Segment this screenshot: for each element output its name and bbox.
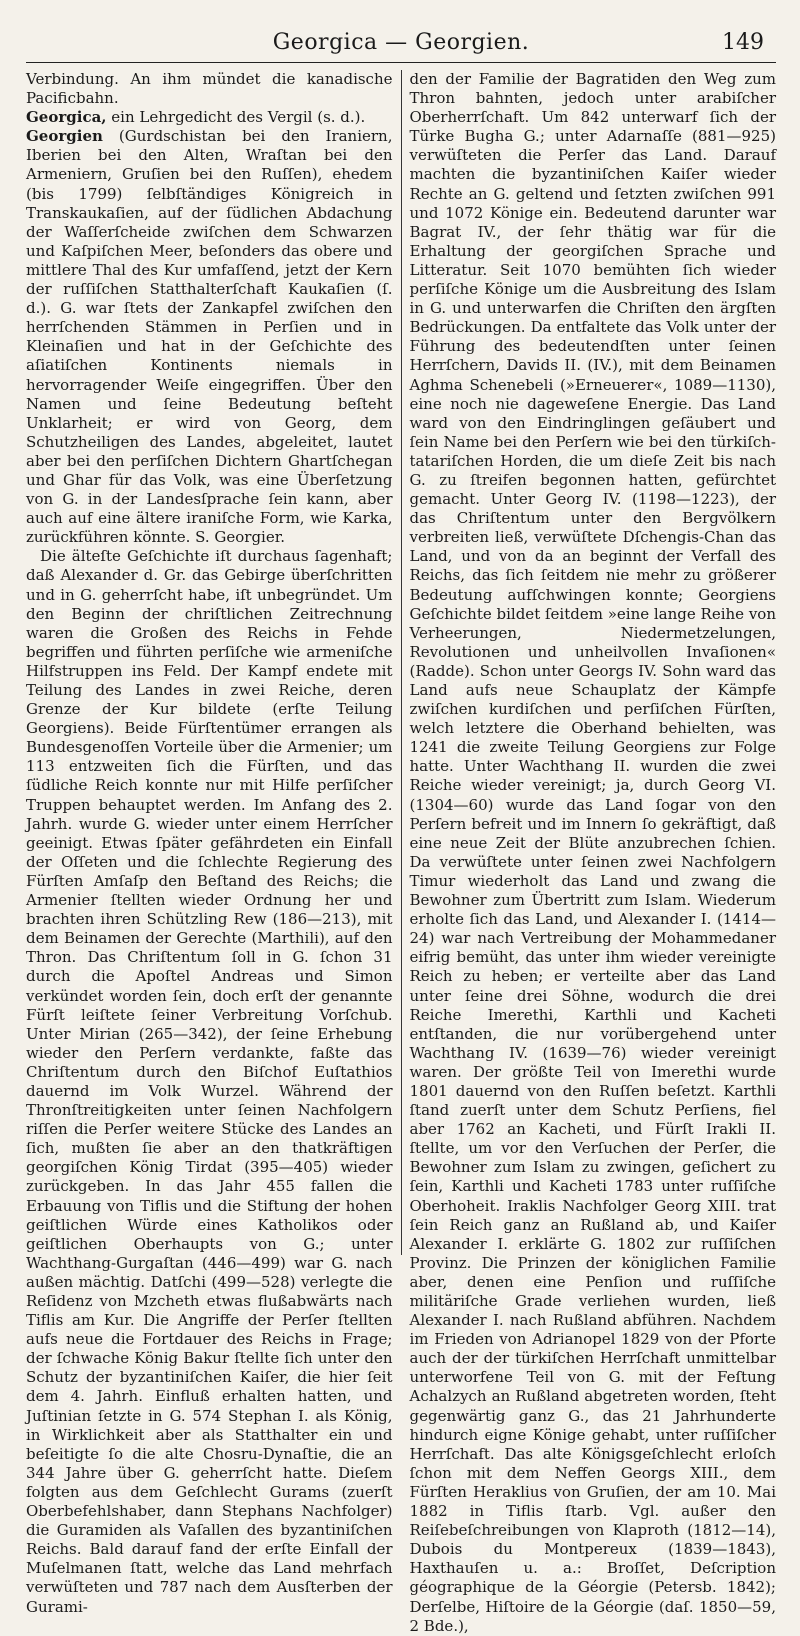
entry-term-georgien: Georgien: [26, 127, 103, 146]
entry-georgica-text: ein Lehrgedicht des Vergil (s. d.).: [106, 108, 366, 127]
left-column: [26, 70, 401, 1616]
right-column: [402, 70, 777, 1635]
carry-over-text: Verbindung. An ihm mündet die kanadische Pacificbahn.: [26, 70, 393, 108]
right-column-text: den der Familie der Bagratiden den Weg zum Thron bahnten, jedoch unter arabiſcher Oberherrſchaft. Um 842 unterwarf ſich der Türke Bugha G.; unter Adarnaſſe (881—925) verwüſteten die Perſer das Land. Darauf machten die byzantiniſchen Kaiſer wieder Rechte an G. geltend und ſetzten zwiſchen 991 und 1072 Könige ein. Bedeutend darunter war Bagrat IV., der ſehr thätig war für die Erhaltung der georgiſchen Sprache und Litteratur. Seit 1070 bemühten ſich wieder perſiſche Könige um die Ausbreitung des Islam in G. und unterwarfen die Chriſten den ärgſten Bedrückungen. Da entfaltete das Volk unter der Führung des bedeutendſten unter ſeinen Herrſchern, Davids II. (IV.), mit dem Beinamen Aghma Schenebeli (»Erneuerer«, 1089—1130), eine noch nie dageweſene Energie. Das Land ward von den Eindringlingen geſäubert und ſein Name bei den Perſern wie bei den türkiſch-tatariſchen Horden, die um dieſe Zeit bis nach G. zu ſtreifen begonnen hatten, gefürchtet gemacht. Unter Georg IV. (1198—1223), der das Chriſtentum unter den Bergvölkern verbreiten ließ, verwüſtete Dſchengis-Chan das Land, und von da an beginnt der Verfall des Reichs, das ſich ſeitdem nie mehr zu größerer Bedeutung aufſchwingen konnte; Georgiens Geſchichte bildet ſeitdem »eine lange Reihe von Verheerungen, Niedermetzelungen, Revolutionen und unheilvollen Invaſionen« (Radde). Schon unter Georgs IV. Sohn ward das Land aufs neue Schauplatz der Kämpfe zwiſchen kurdiſchen und perſiſchen Fürſten, welch letztere die Oberhand behielten, was 1241 die zweite Teilung Georgiens zur Folge hatte. Unter Wachthang II. wurden die zwei Reiche wieder vereinigt; ja, durch Georg VI. (1304—60) wurde das Land ſogar von den Perſern befreit und im Innern ſo gekräftigt, daß eine neue Zeit der Blüte anzubrechen ſchien. Da verwüſtete unter ſeinen zwei Nachfolgern Timur wiederholt das Land und zwang die Bewohner zum Übertritt zum Islam. Wiederum erholte ſich das Land, und Alexander I. (1414—24) war nach Vertreibung der Mohammedaner eifrig bemüht, das unter ihm wieder vereinigte Reich zu heben; er verteilte aber das Land unter ſeine drei Söhne, wodurch die drei Reiche Imerethi, Karthli und Kacheti entſtanden, die nur vorübergehend unter Wachthang IV. (1639—76) wieder vereinigt waren. Der größte Teil von Imerethi wurde 1801 dauernd von den Ruſſen beſetzt. Karthli ſtand zuerſt unter dem Schutz Perſiens, fiel aber 1762 an Kacheti, und Fürſt Irakli II. ſtellte, um vor den Verſuchen der Perſer, die Bewohner zum Islam zu zwingen, geſichert zu ſein, Karthli und Kacheti 1783 unter ruſſiſche Oberhoheit. Iraklis Nachfolger Georg XIII. trat ſein Reich ganz an Rußland ab, und Kaiſer Alexander I. erklärte G. 1802 zur ruſſiſchen Provinz. Die Prinzen der königlichen Familie aber, denen eine Penſion und ruſſiſche militäriſche Grade verliehen wurden, ließ Alexander I. nach Rußland abführen. Nachdem im Frieden von Adrianopel 1829 von der Pforte auch der der türkiſchen Herrſchaft unmittelbar unterworfene Teil von G. mit der Feſtung Achalzych an Rußland abgetreten worden, ſteht gegenwärtig ganz G., das 21 Jahrhunderte hindurch eigne Könige gehabt, unter ruſſiſcher Herrſchaft. Das alte Königsgeſchlecht erloſch ſchon mit dem Neffen Georgs XIII., dem Fürſten Heraklius von Gruſien, der am 10. Mai 1882 in Tiflis ſtarb. Vgl. außer den Reiſebeſchreibungen von Klaproth (1812—14), Dubois du Montpereux (1839—1843), Haxthauſen u. a.: Broſſet, Deſcription géographique de la Géorgie (Petersb. 1842); Derſelbe, Hiſtoire de la Géorgie (daſ. 1850—59, 2 Bde.),: [409, 70, 776, 1635]
entry-term-georgica: Georgica,: [26, 108, 107, 127]
entry-georgica: [26, 108, 393, 127]
text-columns: [26, 70, 776, 1635]
entry-georgien: [26, 127, 393, 547]
running-head: Georgica — Georgien.: [272, 30, 530, 55]
page-header: [26, 30, 776, 62]
history-paragraph: Die älteſte Geſchichte iſt durchaus ſagenhaft; daß Alexander d. Gr. das Gebirge überſchritten und in G. geherrſcht habe, iſt unbegründet. Um den Beginn der chriſtlichen Zeitrechnung waren die Großen des Reichs in Fehde begriffen und führten perſiſche wie armeniſche Hilfstruppen ins Feld. Der Kampf endete mit Teilung des Landes in zwei Reiche, deren Grenze der Kur bildete (erſte Teilung Georgiens). Beide Fürſtentümer errangen als Bundesgenoſſen Vorteile über die Armenier; um 113 entzweiten ſich die Fürſten, und das ſüdliche Reich konnte nur mit Hilfe perſiſcher Truppen behauptet werden. Im Anfang des 2. Jahrh. wurde G. wieder unter einem Herrſcher geeinigt. Etwas ſpäter gefährdeten ein Einfall der Oſſeten und die ſchlechte Regierung des Fürſten Amſaſp den Beſtand des Reichs; die Armenier ſtellten wieder Ordnung her und brachten ihren Schützling Rew (186—213), mit dem Beinamen der Gerechte (Marthili), auf den Thron. Das Chriſtentum ſoll in G. ſchon 31 durch die Apoſtel Andreas und Simon verkündet worden ſein, doch erſt der genannte Fürſt leiſtete ſeiner Verbreitung Vorſchub. Unter Mirian (265—342), der ſeine Erhebung wieder den Perſern verdankte, faßte das Chriſtentum durch den Biſchof Euſtathios dauernd im Volk Wurzel. Während der Thronſtreitigkeiten unter ſeinen Nachfolgern riſſen die Perſer weitere Stücke des Landes an ſich, mußten ſie aber an den thatkräftigen georgiſchen König Tirdat (395—405) wieder zurückgeben. In das Jahr 455 fallen die Erbauung von Tiflis und die Stiftung der hohen geiſtlichen Würde eines Katholikos oder geiſtlichen Oberhaupts von G.; unter Wachthang-Gurgaſtan (446—499) war G. nach außen mächtig. Datſchi (499—528) verlegte die Reſidenz von Mzcheth etwas flußabwärts nach Tiflis am Kur. Die Angriffe der Perſer ſtellten aufs neue die Fortdauer des Reichs in Frage; der ſchwache König Bakur ſtellte ſich unter den Schutz der byzantiniſchen Kaiſer, die hier ſeit dem 4. Jahrh. Einfluß erhalten hatten, und Juſtinian ſetzte in G. 574 Stephan I. als König, in Wirklichkeit aber als Statthalter ein und beſeitigte ſo die alte Chosru-Dynaſtie, die an 344 Jahre über G. geherrſcht hatte. Dieſem folgten aus dem Geſchlecht Gurams (zuerſt Oberbefehlshaber, dann Stephans Nachfolger) die Guramiden als Vaſallen des byzantiniſchen Reichs. Bald darauf fand der erſte Einfall der Muſelmanen ſtatt, welche das Land mehrfach verwüſteten und 787 nach dem Ausſterben der Gurami-: [26, 547, 393, 1616]
page-number: 149: [722, 30, 764, 55]
header-rule: [26, 62, 776, 63]
entry-georgien-text: (Gurdschistan bei den Iraniern, Iberien bei den Alten, Wraſtan bei den Armeniern, Gruſien bei den Ruſſen), ehedem (bis 1799) ſelbſtändiges Königreich in Transkaukaſien, auf der ſüdlichen Abdachung der Waſſerſcheide zwiſchen dem Schwarzen und Kaſpiſchen Meer, beſonders das obere und mittlere Thal des Kur umfaſſend, jetzt der Kern der ruſſiſchen Statthalterſchaft Kaukaſien (ſ. d.). G. war ſtets der Zankapfel zwiſchen den herrſchenden Stämmen in Perſien und in Kleinaſien und hat in der Geſchichte des aſiatiſchen Kontinents niemals in hervorragender Weiſe eingegriffen. Über den Namen und ſeine Bedeutung beſteht Unklarheit; er wird von Georg, dem Schutzheiligen des Landes, abgeleitet, lautet aber bei den perſiſchen Dichtern Ghartſchegan und Ghar für das Volk, was eine Überſetzung von G. in der Landesſprache ſein kann, aber auch auf eine ältere iraniſche Form, wie Karka, zurückführen könnte. S. Georgier.: [26, 127, 393, 547]
